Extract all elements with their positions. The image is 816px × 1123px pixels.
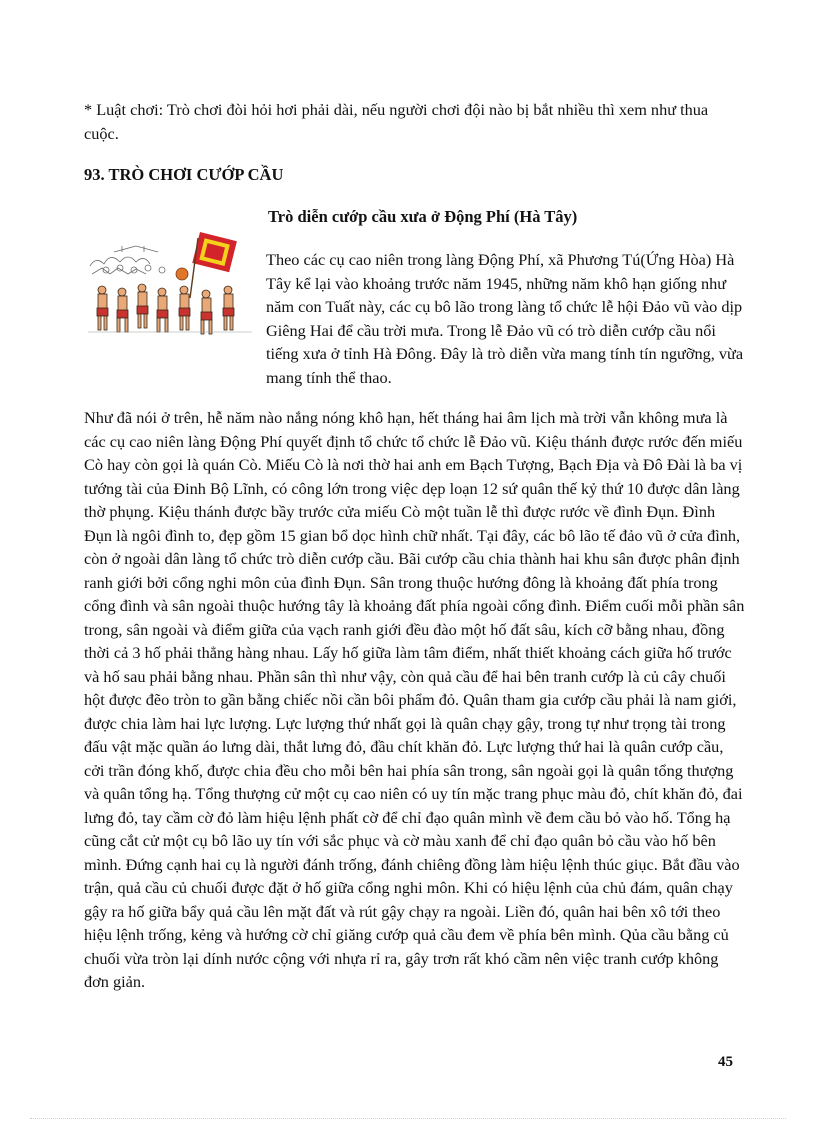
- illustration-spacer: [84, 248, 266, 366]
- intro-rule-paragraph: * Luật chơi: Trò chơi đòi hỏi hơi phải dài, nếu người chơi đội nào bị bắt nhiều thì xem như thua cuộc.: [84, 100, 709, 143]
- page-number: 45: [718, 1054, 733, 1070]
- lead-paragraph: Theo các cụ cao niên trong làng Động Phí, xã Phương Tú(Ứng Hòa) Hà Tây kể lại vào khoảng trước năm 1945, những năm khô hạn giống như năm con Tuất này, các cụ bô lão trong làng tổ chức lễ hội Đảo vũ vào dịp Giêng Hai để cầu trời mưa. Trong lễ Đảo vũ có trò diễn cướp cầu nổi tiếng xưa ở tỉnh Hà Đông. Đây là trò diễn vừa mang tính tín ngưỡng, vừa mang tính thể thao.: [266, 250, 744, 387]
- lead-paragraph-wrap: [84, 248, 744, 390]
- body-paragraph: Như đã nói ở trên, hễ năm nào nắng nóng khô hạn, hết tháng hai âm lịch mà trời vẫn không mưa là các cụ cao niên làng Động Phí quyết định tổ chức tổ chức lễ Đảo vũ. Kiệu thánh được rước đến miếu Cò hay còn gọi là quán Cò. Miếu Cò là nơi thờ hai anh em Bạch Tượng, Bạch Địa và Đô Đài là ba vị tướng tài của Đinh Bộ Lĩnh, có công lớn trong việc dẹp loạn 12 sứ quân thế kỷ thứ 10 được dân làng thờ phụng. Kiệu thánh được bầy trước cửa miếu Cò một tuần lễ thì được rước về đình Đụn. Đình Đụn là ngôi đình to, đẹp gồm 15 gian bổ dọc hình chữ nhất. Tại đây, các bô lão tế đảo vũ ở cửa đình, còn ở ngoài dân làng tổ chức trò diễn cướp cầu. Bãi cướp cầu chia thành hai khu sân được phân định ranh giới bởi cổng nghi môn của đình Đụn. Sân trong thuộc hướng đông là khoảng đất phía trong cổng đình và sân ngoài thuộc hướng tây là khoảng đất phía ngoài cổng đình. Điểm cuối mỗi phần sân trong, sân ngoài và điểm giữa của vạch ranh giới đều đào một hố đất sâu, kích cỡ bằng nhau, đồng thời cả 3 hố phải thẳng hàng nhau. Lấy hố giữa làm tâm điểm, nhất thiết khoảng cách giữa hố trước và hố sau phải bằng nhau. Phần sân thì như vậy, còn quả cầu để hai bên tranh cướp là củ cây chuối hột được đẽo tròn to gần bằng chiếc nồi cần bôi phẩm đỏ. Quân tham gia cướp cầu phải là nam giới, được chia làm hai lực lượng. Lực lượng thứ nhất gọi là quân chạy gậy, trong tự như trọng tài trong đấu vật mặc quần áo lưng dài, thắt lưng đỏ, đầu chít khăn đỏ. Lực lượng thứ hai là quân cướp cầu, cởi trần đóng khố, được chia đều cho mỗi bên hai phía sân trong, sân ngoài gọi là quân tổng thượng và quân tổng hạ. Tổng thượng cử một cụ cao niên có uy tín mặc trang phục màu đỏ, chít khăn đỏ, đai lưng đỏ, tay cầm cờ đỏ làm hiệu lệnh phất cờ để chỉ đạo quân mình về đem cầu bỏ vào hố. Tổng hạ cũng cắt cử một cụ bô lão uy tín với sắc phục và cờ màu xanh để chỉ đạo quân bỏ cầu vào hố bên mình. Đứng cạnh hai cụ là người đánh trống, đánh chiêng đồng làm hiệu lệnh thúc giục. Bắt đầu vào trận, quả cầu củ chuối được đặt ở hố giữa cổng nghi môn. Khi có hiệu lệnh của chủ đám, quân chạy gậy ra hố giữa bẩy quả cầu lên mặt đất và rút gậy chạy ra ngoài. Liền đó, quân hai bên xô tới theo hiệu lệnh trống, kẻng và hướng cờ chỉ giăng cướp quả cầu đem về phía bên mình. Qủa cầu bằng củ chuối vừa tròn lại dính nước cộng với nhựa rỉ ra, gây trơn rất khó cầm nên việc tranh cướp không đơn giản.: [84, 408, 745, 991]
- article-subheading: Trò diễn cướp cầu xưa ở Động Phí (Hà Tây): [268, 207, 578, 226]
- section-heading: 93. TRÒ CHƠI CƯỚP CẦU: [84, 165, 284, 184]
- footer-divider: [30, 1118, 786, 1119]
